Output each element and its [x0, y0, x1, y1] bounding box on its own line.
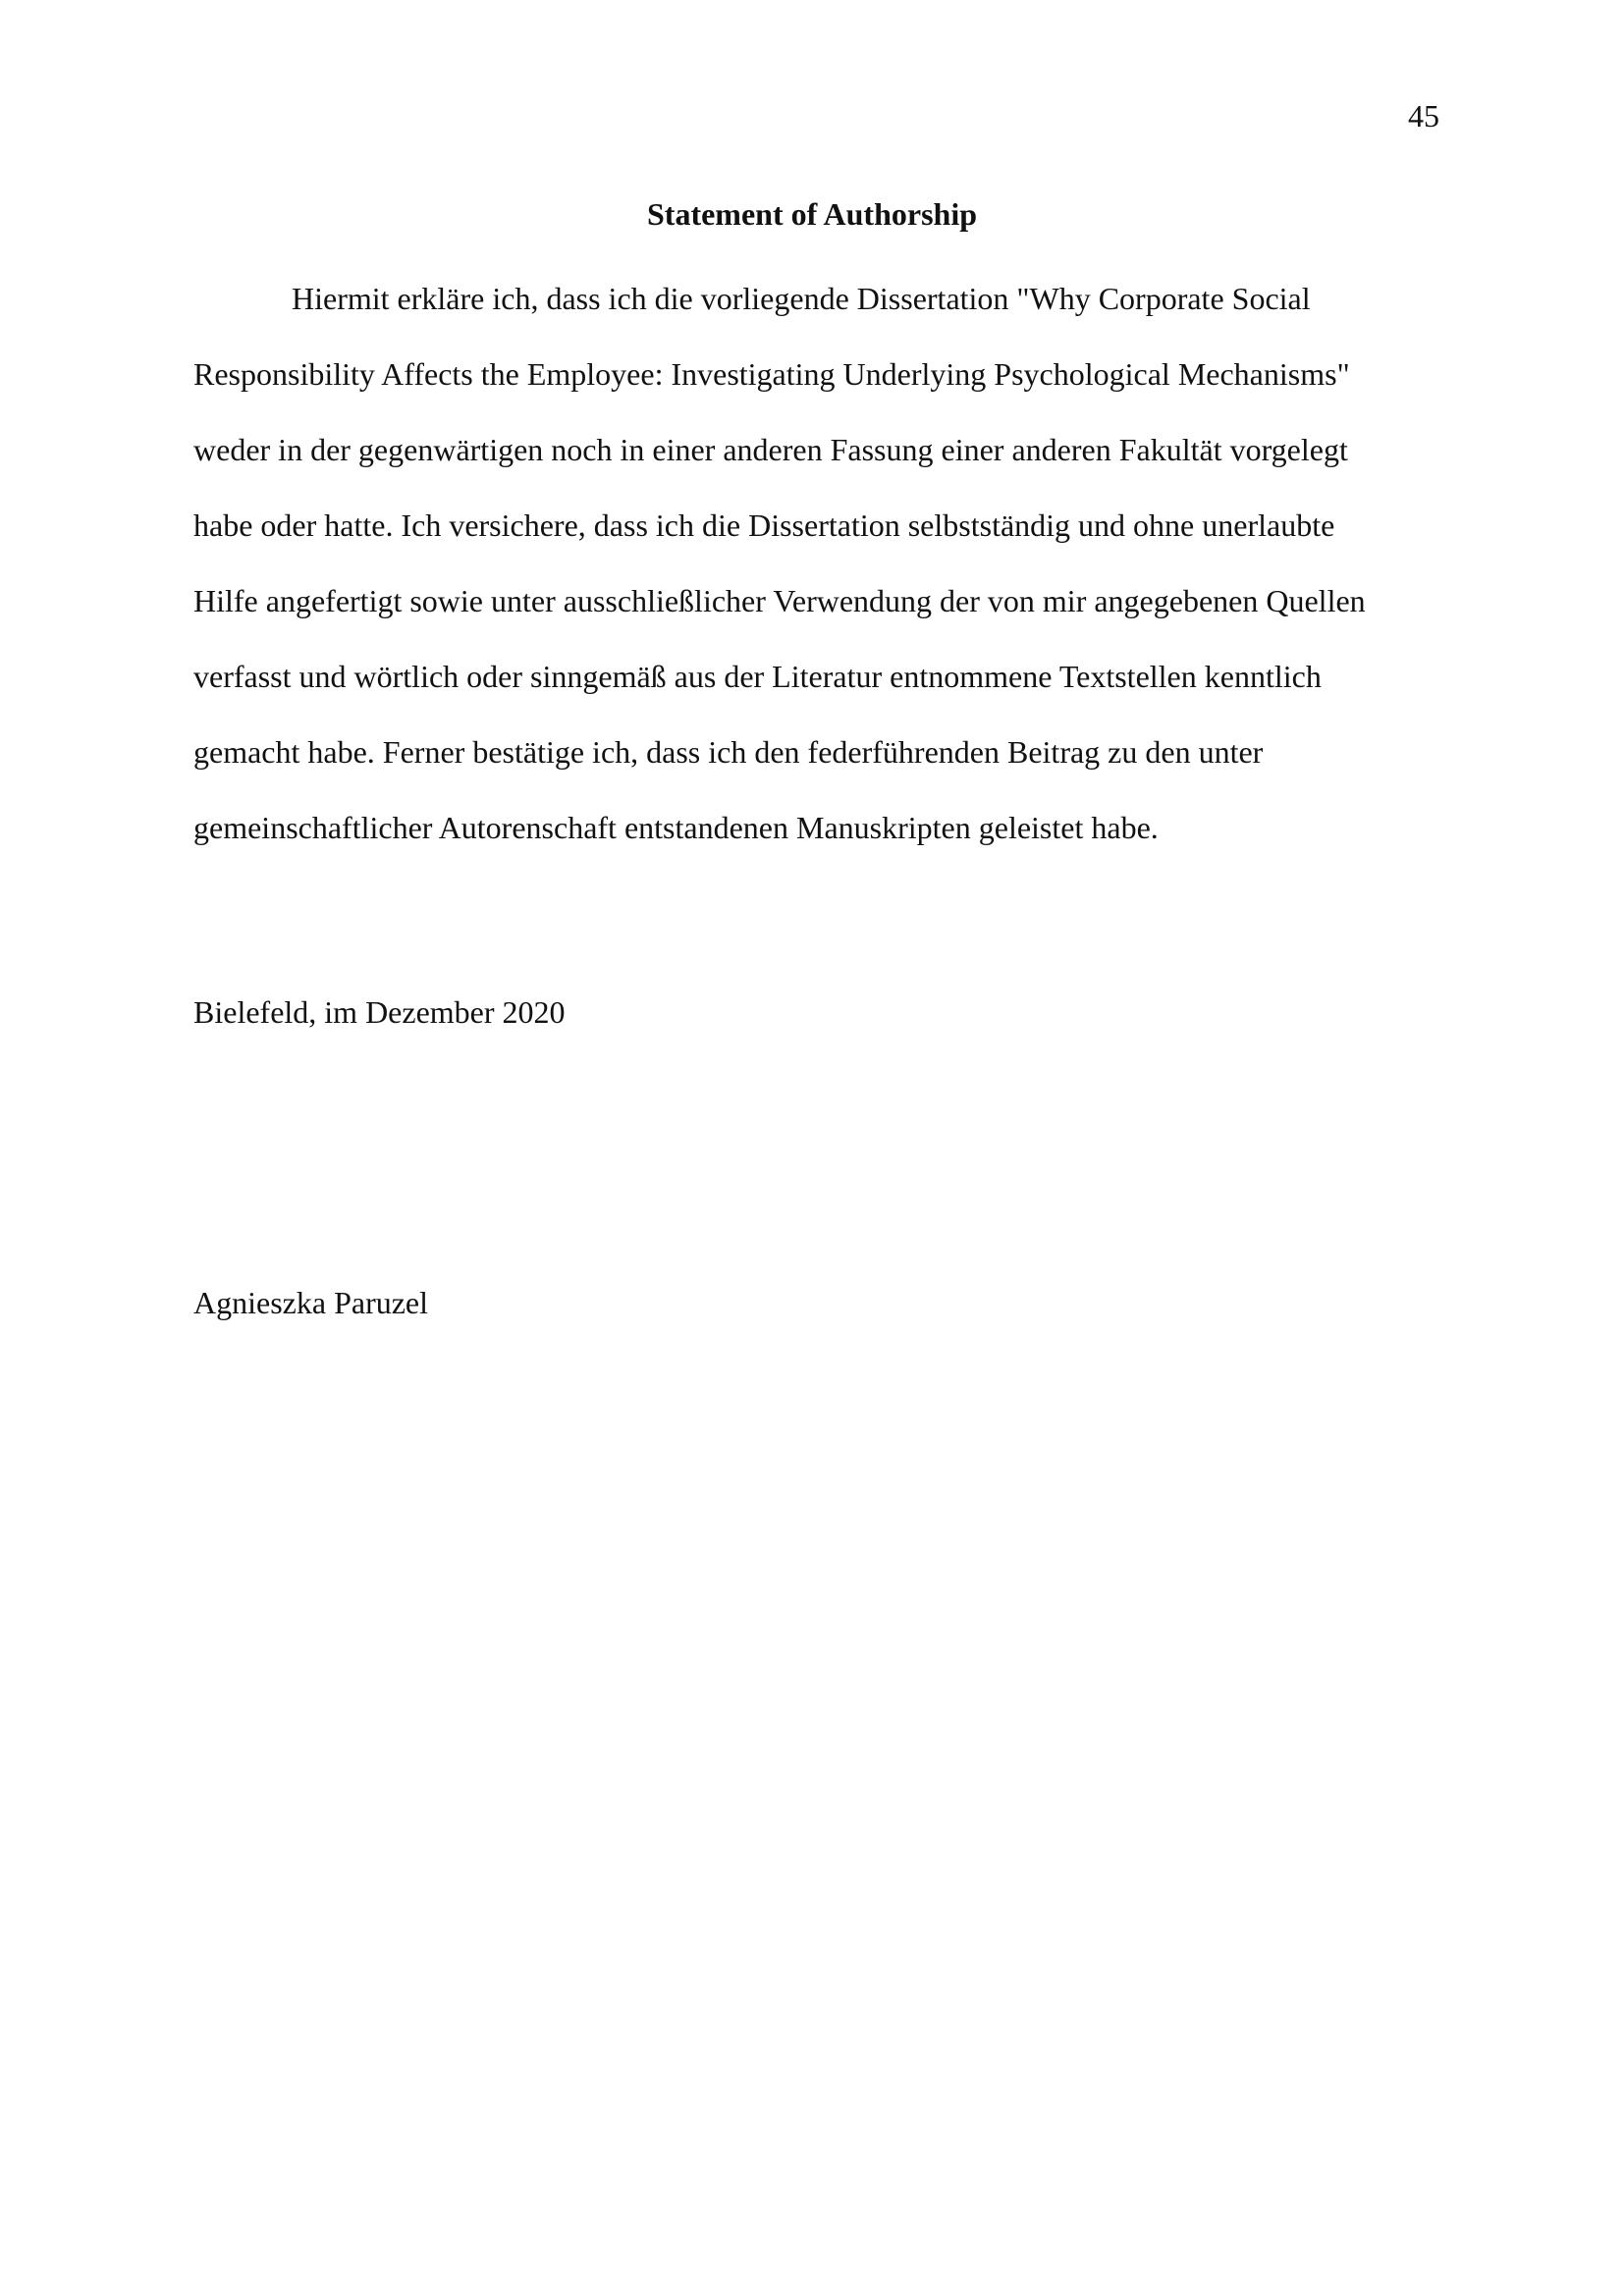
author-name: Agnieszka Paruzel — [193, 1285, 429, 1320]
paragraph-line: Responsibility Affects the Employee: Investigating Underlying Psychological Mechanisms" — [193, 356, 1350, 392]
paragraph-line: habe oder hatte. Ich versichere, dass ich die Dissertation selbstständig und ohne unerlaubte — [193, 507, 1335, 543]
paragraph-line: gemeinschaftlicher Autorenschaft entstandenen Manuskripten geleistet habe. — [193, 810, 1159, 845]
paragraph-line: weder in der gegenwärtigen noch in einer anderen Fassung einer anderen Fakultät vorgelegt — [193, 432, 1348, 467]
paragraph-line: Hilfe angefertigt sowie unter ausschließlicher Verwendung der von mir angegebenen Quellen — [193, 583, 1366, 618]
statement-paragraph — [193, 261, 1470, 866]
place-and-date: Bielefeld, im Dezember 2020 — [193, 994, 566, 1030]
paragraph-line: verfasst und wörtlich oder sinngemäß aus der Literatur entnommene Textstellen kenntlich — [193, 659, 1322, 694]
page-title: Statement of Authorship — [646, 196, 977, 232]
page-number: 45 — [1408, 98, 1439, 133]
paragraph-line: Hiermit erkläre ich, dass ich die vorliegende Dissertation "Why Corporate Social — [292, 281, 1311, 316]
paragraph-line: gemacht habe. Ferner bestätige ich, dass ich den federführenden Beitrag zu den unter — [193, 734, 1264, 770]
